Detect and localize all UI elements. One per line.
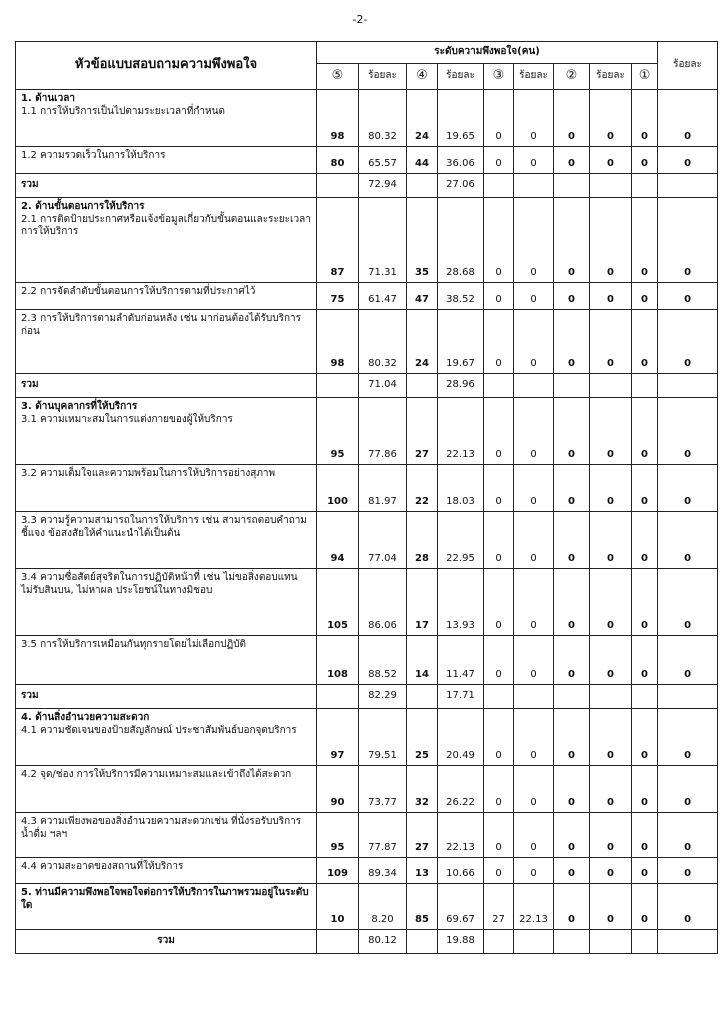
- question-label: 4.1 ความชัดเจนของป้ายสัญลักษณ์ ประชาสัมพันธ์บอกจุดบริการ: [21, 724, 297, 736]
- value-cell: 0: [632, 858, 658, 884]
- value-cell: 0: [590, 90, 632, 147]
- value-cell: 0: [514, 858, 554, 884]
- value-cell: 85: [407, 884, 438, 930]
- value-cell: 0: [658, 283, 718, 310]
- empty-cell: [554, 685, 590, 709]
- table-row: [16, 636, 718, 685]
- value-cell: 0: [590, 813, 632, 858]
- value-cell: 0: [632, 310, 658, 374]
- value-cell: 0: [632, 147, 658, 174]
- value-cell: 27: [407, 398, 438, 465]
- question-label: 3.4 ความซื่อสัตย์สุจริตในการปฏิบัติหน้าที่ เช่น ไม่ขอสิ่งตอบแทน ไม่รับสินบน, ไม่หาผล ประโยชน์ในทางมิชอบ: [21, 572, 298, 596]
- value-cell: 86.06: [359, 569, 407, 636]
- value-cell: 100: [317, 465, 359, 512]
- value-cell: 73.77: [359, 766, 407, 813]
- value-cell: 0: [632, 398, 658, 465]
- table-row: [16, 90, 718, 147]
- value-cell: 0: [632, 283, 658, 310]
- value-cell: 0: [632, 813, 658, 858]
- value-cell: 0: [632, 636, 658, 685]
- value-cell: 10: [317, 884, 359, 930]
- question-cell: [16, 90, 317, 147]
- summary-row: [16, 685, 718, 709]
- topic-header: หัวข้อแบบสอบถามความพึงพอใจ: [16, 42, 317, 90]
- value-cell: 0: [658, 465, 718, 512]
- empty-cell: [658, 685, 718, 709]
- value-cell: 87: [317, 198, 359, 283]
- value-cell: 18.03: [438, 465, 484, 512]
- value-cell: 77.87: [359, 813, 407, 858]
- sum-percent-5: 72.94: [359, 174, 407, 198]
- level-4-header: ④: [407, 64, 438, 90]
- value-cell: 0: [632, 90, 658, 147]
- value-cell: 19.65: [438, 90, 484, 147]
- sum-percent-5: 82.29: [359, 685, 407, 709]
- value-cell: 22.13: [514, 884, 554, 930]
- question-cell: [16, 858, 317, 884]
- value-cell: 80.32: [359, 310, 407, 374]
- value-cell: 77.86: [359, 398, 407, 465]
- table-row: [16, 147, 718, 174]
- level-2-header: ②: [554, 64, 590, 90]
- value-cell: 0: [658, 512, 718, 569]
- value-cell: 14: [407, 636, 438, 685]
- value-cell: 22.95: [438, 512, 484, 569]
- empty-cell: [590, 685, 632, 709]
- value-cell: 0: [484, 198, 514, 283]
- question-cell: [16, 884, 317, 930]
- question-cell: [16, 569, 317, 636]
- value-cell: 28.68: [438, 198, 484, 283]
- empty-cell: [317, 174, 359, 198]
- table-row: [16, 569, 718, 636]
- page-number: -2-: [352, 13, 368, 26]
- empty-cell: [590, 174, 632, 198]
- table-row: [16, 283, 718, 310]
- value-cell: 79.51: [359, 709, 407, 766]
- value-cell: 0: [514, 465, 554, 512]
- table-row: [16, 858, 718, 884]
- value-cell: 0: [590, 636, 632, 685]
- empty-cell: [554, 930, 590, 954]
- value-cell: 0: [514, 709, 554, 766]
- value-cell: 0: [514, 90, 554, 147]
- value-cell: 0: [514, 636, 554, 685]
- question-label: 2.3 การให้บริการตามลำดับก่อนหลัง เช่น มาก่อนต้องได้รับบริการก่อน: [21, 313, 302, 337]
- value-cell: 0: [514, 310, 554, 374]
- question-label: 4.2 จุด/ช่อง การให้บริการมีความเหมาะสมและเข้าถึงได้สะดวก: [21, 769, 292, 780]
- value-cell: 0: [590, 198, 632, 283]
- value-cell: 0: [658, 198, 718, 283]
- value-cell: 0: [554, 636, 590, 685]
- section-title: 2. ด้านขั้นตอนการให้บริการ: [21, 201, 145, 212]
- value-cell: 0: [658, 709, 718, 766]
- question-label: 3.1 ความเหมาะสมในการแต่งกายของผู้ให้บริการ: [21, 413, 233, 425]
- value-cell: 0: [590, 766, 632, 813]
- table-row: [16, 709, 718, 766]
- level-5-header: ⑤: [317, 64, 359, 90]
- value-cell: 77.04: [359, 512, 407, 569]
- question-label: 5. ท่านมีความพึงพอใจพอใจต่อการให้บริการในภาพรวมอยู่ในระดับใด: [21, 887, 309, 911]
- empty-cell: [407, 685, 438, 709]
- value-cell: 0: [554, 569, 590, 636]
- question-label: 3.5 การให้บริการเหมือนกันทุกรายโดยไม่เลือกปฏิบัติ: [21, 639, 247, 650]
- value-cell: 0: [632, 512, 658, 569]
- question-label: 2.2 การจัดลำดับขั้นตอนการให้บริการตามที่ประกาศไว้: [21, 286, 256, 297]
- value-cell: 0: [658, 310, 718, 374]
- empty-cell: [632, 374, 658, 398]
- value-cell: 0: [590, 709, 632, 766]
- value-cell: 24: [407, 90, 438, 147]
- value-cell: 0: [554, 283, 590, 310]
- empty-cell: [514, 374, 554, 398]
- value-cell: 0: [554, 512, 590, 569]
- value-cell: 0: [514, 283, 554, 310]
- value-cell: 108: [317, 636, 359, 685]
- value-cell: 0: [658, 766, 718, 813]
- value-cell: 0: [514, 766, 554, 813]
- value-cell: 0: [590, 283, 632, 310]
- value-cell: 95: [317, 813, 359, 858]
- sum-percent-4: 28.96: [438, 374, 484, 398]
- value-cell: 0: [484, 310, 514, 374]
- value-cell: 90: [317, 766, 359, 813]
- table-row: [16, 512, 718, 569]
- percent-header-2: ร้อยละ: [438, 64, 484, 90]
- value-cell: 95: [317, 398, 359, 465]
- empty-cell: [407, 930, 438, 954]
- value-cell: 0: [658, 569, 718, 636]
- value-cell: 27: [484, 884, 514, 930]
- value-cell: 94: [317, 512, 359, 569]
- value-cell: 28: [407, 512, 438, 569]
- value-cell: 0: [484, 398, 514, 465]
- sum-label: รวม: [16, 930, 317, 954]
- question-cell: [16, 398, 317, 465]
- value-cell: 0: [514, 398, 554, 465]
- value-cell: 0: [590, 884, 632, 930]
- value-cell: 0: [590, 858, 632, 884]
- value-cell: 75: [317, 283, 359, 310]
- section-title: 3. ด้านบุคลากรที่ให้บริการ: [21, 401, 138, 412]
- value-cell: 0: [632, 884, 658, 930]
- empty-cell: [658, 930, 718, 954]
- value-cell: 0: [590, 569, 632, 636]
- value-cell: 98: [317, 90, 359, 147]
- value-cell: 0: [484, 766, 514, 813]
- question-label: 3.2 ความเต็มใจและความพร้อมในการให้บริการอย่างสุภาพ: [21, 468, 276, 479]
- value-cell: 80.32: [359, 90, 407, 147]
- question-cell: [16, 512, 317, 569]
- value-cell: 19.67: [438, 310, 484, 374]
- empty-cell: [484, 374, 514, 398]
- summary-row: [16, 174, 718, 198]
- level-3-header: ③: [484, 64, 514, 90]
- value-cell: 97: [317, 709, 359, 766]
- value-cell: 10.66: [438, 858, 484, 884]
- sum-percent-5: 80.12: [359, 930, 407, 954]
- value-cell: 0: [554, 709, 590, 766]
- value-cell: 22.13: [438, 398, 484, 465]
- value-cell: 0: [658, 636, 718, 685]
- value-cell: 0: [514, 569, 554, 636]
- empty-cell: [554, 174, 590, 198]
- value-cell: 0: [590, 147, 632, 174]
- empty-cell: [317, 374, 359, 398]
- value-cell: 0: [632, 465, 658, 512]
- value-cell: 20.49: [438, 709, 484, 766]
- percent-header-5: ร้อยละ: [658, 42, 718, 90]
- summary-row: [16, 374, 718, 398]
- empty-cell: [590, 930, 632, 954]
- section-title: 4. ด้านสิ่งอำนวยความสะดวก: [21, 712, 150, 723]
- value-cell: 27: [407, 813, 438, 858]
- value-cell: 0: [514, 198, 554, 283]
- value-cell: 81.97: [359, 465, 407, 512]
- value-cell: 0: [484, 147, 514, 174]
- table-row: [16, 766, 718, 813]
- value-cell: 38.52: [438, 283, 484, 310]
- value-cell: 35: [407, 198, 438, 283]
- empty-cell: [484, 685, 514, 709]
- table-row: [16, 198, 718, 283]
- value-cell: 0: [514, 512, 554, 569]
- value-cell: 0: [554, 310, 590, 374]
- level-header: ระดับความพึงพอใจ(คน): [317, 42, 658, 64]
- question-label: 3.3 ความรู้ความสามารถในการให้บริการ เช่น สามารถตอบคำถาม ชี้แจง ข้อสงสัยให้คำแนะนำได้เป็นต้น: [21, 515, 307, 539]
- satisfaction-table: [15, 41, 718, 954]
- value-cell: 69.67: [438, 884, 484, 930]
- question-cell: [16, 198, 317, 283]
- value-cell: 13: [407, 858, 438, 884]
- empty-cell: [317, 930, 359, 954]
- value-cell: 0: [554, 147, 590, 174]
- value-cell: 0: [484, 283, 514, 310]
- table-row: [16, 465, 718, 512]
- empty-cell: [632, 174, 658, 198]
- value-cell: 0: [484, 813, 514, 858]
- sum-label: รวม: [16, 685, 317, 709]
- value-cell: 47: [407, 283, 438, 310]
- value-cell: 0: [484, 90, 514, 147]
- question-cell: [16, 636, 317, 685]
- value-cell: 22: [407, 465, 438, 512]
- sum-percent-4: 27.06: [438, 174, 484, 198]
- value-cell: 0: [484, 569, 514, 636]
- value-cell: 0: [514, 147, 554, 174]
- value-cell: 11.47: [438, 636, 484, 685]
- empty-cell: [658, 374, 718, 398]
- value-cell: 0: [484, 465, 514, 512]
- value-cell: 105: [317, 569, 359, 636]
- value-cell: 0: [590, 465, 632, 512]
- question-cell: [16, 310, 317, 374]
- value-cell: 17: [407, 569, 438, 636]
- value-cell: 0: [590, 310, 632, 374]
- question-cell: [16, 465, 317, 512]
- question-cell: [16, 813, 317, 858]
- empty-cell: [554, 374, 590, 398]
- question-label: 2.1 การติดป้ายประกาศหรือแจ้งข้อมูลเกี่ยวกับขั้นตอนและระยะเวลาการให้บริการ: [21, 213, 311, 237]
- value-cell: 0: [484, 858, 514, 884]
- value-cell: 26.22: [438, 766, 484, 813]
- value-cell: 88.52: [359, 636, 407, 685]
- table-row: [16, 884, 718, 930]
- sum-percent-4: 19.88: [438, 930, 484, 954]
- value-cell: 0: [658, 90, 718, 147]
- value-cell: 44: [407, 147, 438, 174]
- empty-cell: [590, 374, 632, 398]
- percent-header-1: ร้อยละ: [359, 64, 407, 90]
- empty-cell: [484, 930, 514, 954]
- value-cell: 0: [554, 398, 590, 465]
- value-cell: 0: [658, 398, 718, 465]
- value-cell: 22.13: [438, 813, 484, 858]
- value-cell: 0: [632, 569, 658, 636]
- table-row: [16, 310, 718, 374]
- empty-cell: [317, 685, 359, 709]
- empty-cell: [407, 374, 438, 398]
- value-cell: 0: [514, 813, 554, 858]
- value-cell: 0: [590, 398, 632, 465]
- value-cell: 61.47: [359, 283, 407, 310]
- level-1-header: ①: [632, 64, 658, 90]
- value-cell: 25: [407, 709, 438, 766]
- table-row: [16, 398, 718, 465]
- percent-header-4: ร้อยละ: [590, 64, 632, 90]
- summary-row: [16, 930, 718, 954]
- value-cell: 0: [632, 766, 658, 813]
- question-label: 1.1 การให้บริการเป็นไปตามระยะเวลาที่กำหนด: [21, 105, 225, 117]
- percent-header-3: ร้อยละ: [514, 64, 554, 90]
- value-cell: 0: [658, 147, 718, 174]
- value-cell: 0: [632, 198, 658, 283]
- value-cell: 0: [632, 709, 658, 766]
- empty-cell: [514, 685, 554, 709]
- empty-cell: [658, 174, 718, 198]
- value-cell: 71.31: [359, 198, 407, 283]
- value-cell: 0: [554, 465, 590, 512]
- value-cell: 32: [407, 766, 438, 813]
- sum-percent-5: 71.04: [359, 374, 407, 398]
- table-row: [16, 813, 718, 858]
- value-cell: 109: [317, 858, 359, 884]
- value-cell: 0: [554, 858, 590, 884]
- empty-cell: [514, 930, 554, 954]
- value-cell: 0: [554, 198, 590, 283]
- question-cell: [16, 283, 317, 310]
- value-cell: 98: [317, 310, 359, 374]
- value-cell: 0: [554, 884, 590, 930]
- value-cell: 0: [554, 90, 590, 147]
- question-label: 4.4 ความสะอาดของสถานที่ให้บริการ: [21, 861, 184, 872]
- value-cell: 80: [317, 147, 359, 174]
- sum-percent-4: 17.71: [438, 685, 484, 709]
- question-label: 1.2 ความรวดเร็วในการให้บริการ: [21, 150, 166, 161]
- section-title: 1. ด้านเวลา: [21, 93, 75, 104]
- value-cell: 24: [407, 310, 438, 374]
- value-cell: 0: [658, 813, 718, 858]
- sum-label: รวม: [16, 174, 317, 198]
- question-cell: [16, 709, 317, 766]
- empty-cell: [632, 685, 658, 709]
- empty-cell: [514, 174, 554, 198]
- question-cell: [16, 147, 317, 174]
- empty-cell: [484, 174, 514, 198]
- value-cell: 0: [554, 813, 590, 858]
- value-cell: 8.20: [359, 884, 407, 930]
- value-cell: 0: [658, 884, 718, 930]
- value-cell: 0: [484, 636, 514, 685]
- sum-label: รวม: [16, 374, 317, 398]
- empty-cell: [407, 174, 438, 198]
- value-cell: 89.34: [359, 858, 407, 884]
- value-cell: 36.06: [438, 147, 484, 174]
- value-cell: 0: [658, 858, 718, 884]
- question-cell: [16, 766, 317, 813]
- value-cell: 0: [554, 766, 590, 813]
- empty-cell: [632, 930, 658, 954]
- value-cell: 13.93: [438, 569, 484, 636]
- value-cell: 0: [484, 709, 514, 766]
- value-cell: 0: [590, 512, 632, 569]
- value-cell: 65.57: [359, 147, 407, 174]
- value-cell: 0: [484, 512, 514, 569]
- question-label: 4.3 ความเพียงพอของสิ่งอำนวยความสะดวกเช่น ที่นั่งรอรับบริการ น้ำดื่ม ฯลฯ: [21, 816, 302, 840]
